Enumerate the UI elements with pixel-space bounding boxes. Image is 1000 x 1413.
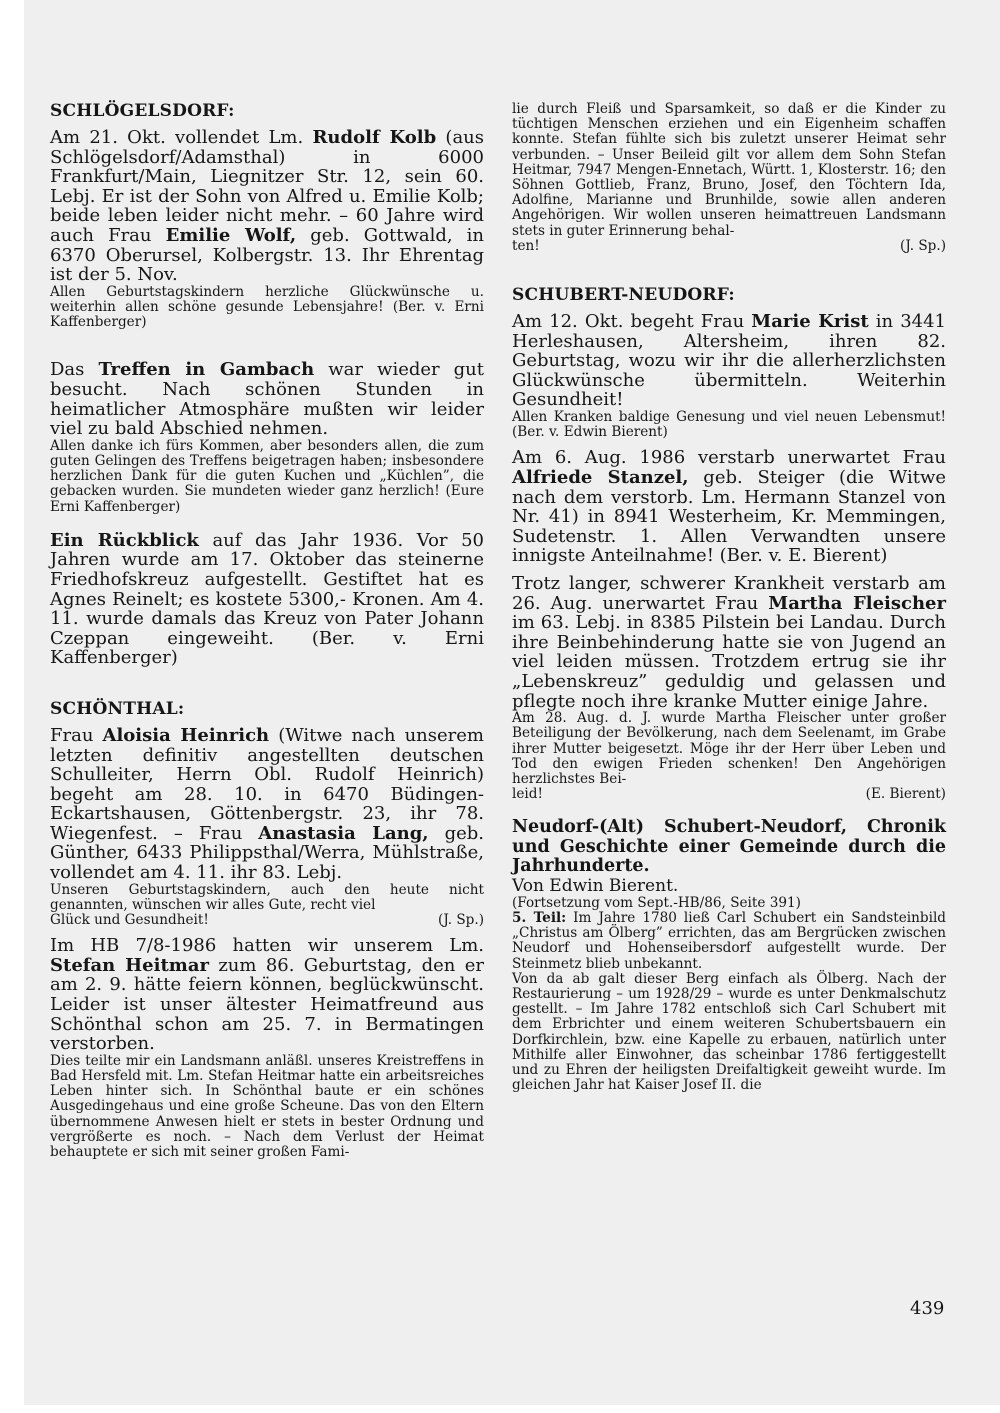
section-schoenthal [50, 698, 484, 1160]
paragraph: Trotz langer, schwerer Krankheit verstarb am 26. Aug. unerwartet Frau Martha Fleischer im 63. Lebj. in 8385 Pilstein bei Landau. Durch ihre Beinbehinderung hatte sie von Jugend an viel leiden müssen. Trotzdem ertrug sie ihr „Lebenskreuz” geduldig und gelassen und pflegte noch ihre kranke Mutter einige Jahre. [512, 572, 946, 712]
paragraph: Ein Rückblick auf das Jahr 1936. Vor 50 Jahren wurde am 17. Oktober das steinerne Friedhofskreuz aufgestellt. Gestiftet hat es Agnes Reinelt; es kostete 5300,- Kronen. Am 4. 11. wurde damals das Kreuz von Pater Johann Czeppan eingeweiht. (Ber. v. Erni Kaffenberger) [50, 529, 484, 669]
event-name: Treffen in Gambach [98, 359, 315, 381]
person-name: Rudolf Kolb [312, 127, 437, 148]
paragraph-small: Dies teilte mir ein Landsmann anläßl. unseres Kreistreffens in Bad Hersfeld mit. Lm. Stefan Heitmar hatte ein arbeitsreiches Leben hinter sich. In Schönthal baute er ein schönes Ausgedingehaus und eine große Scheune. Das von den Eltern übernommene Anwesen hielt er stets in bester Ordnung und vergrößerte es noch. – Nach dem Verlust der Heimat behauptete er sich mit seiner großen Fami- [50, 1052, 484, 1161]
paragraph-small: Von da ab galt dieser Berg einfach als Ölberg. Nach der Restaurierung – um 1928/29 – wurde es unter Denkmalschutz gestellt. – Im Jahre 1782 entschloß sich Carl Schubert mit dem Erbrichter und einem weiteren Schubertsbauern ein Dorfkirchlein, bzw. eine Kapelle zu erbauen, natürlich unter Mithilfe aller Einwohner, das scheinbar 1786 fertiggestellt und zu Ehren der heiligsten Dreifaltigkeit geweiht wurde. Im gleichen Jahr hat Kaiser Josef II. die [512, 970, 946, 1094]
author-signature: (E. Bierent) [865, 786, 946, 803]
person-name: Marie Krist [751, 311, 869, 333]
person-name: Emilie Wolf, [165, 224, 297, 246]
author-signature: (J. Sp.) [438, 912, 484, 929]
paragraph: Das Treffen in Gambach war wieder gut besucht. Nach schönen Stunden in heimatlicher Atmosphäre mußten wir leider viel zu bald Abschied nehmen. [50, 359, 485, 440]
paragraph-small: 5. Teil: Im Jahre 1780 ließ Carl Schubert ein Sandsteinbild „Christus am Ölberg” errichten, das am Bergrücken zwischen Neudorf und Hohenseibersdorf aufgestellt wurde. Der Steinmetz blieb unbekannt. [512, 910, 946, 972]
person-name: Stefan Heitmar [50, 954, 209, 976]
section-heitmar-continued [512, 102, 946, 254]
part-label: 5. Teil: [512, 910, 567, 927]
continuation-note: (Fortsetzung vom Sept.-HB/86, Seite 391) [512, 894, 801, 911]
person-name: Aloisia Heinrich [102, 724, 270, 746]
right-column [512, 102, 946, 1093]
section-schloegelsdorf [50, 100, 484, 330]
signed-line: ten! (J. Sp.) [512, 237, 946, 254]
page-number: 439 [910, 1298, 945, 1319]
section-heading: SCHÖNTHAL: [50, 698, 185, 719]
article-title: Neudorf-(Alt) Schubert-Neudorf, Chronik und Geschichte einer Gemeinde durch die Jahrhunderte. [512, 817, 946, 877]
signed-line: Glück und Gesundheit! (J. Sp.) [50, 912, 484, 929]
section-heading: SCHLÖGELSDORF: [50, 101, 235, 121]
paragraph: Im HB 7/8-1986 hatten wir unserem Lm. Stefan Heitmar zum 86. Geburtstag, den er am 2. 9. hätte feiern können, beglückwünscht. Leider ist unser ältester Heimatfreund aus Schönthal schon am 25. 7. in Bermatingen verstorben. [50, 935, 484, 1055]
section-chronik [512, 818, 946, 1093]
person-name: Alfriede Stanzel, [512, 467, 689, 488]
paragraph-small: lie durch Fleiß und Sparsamkeit, so daß er die Kinder zu tüchtigen Menschen erziehen und ein Eigenheim schaffen konnte. Stefan fühlte sich bis zuletzt unserer Heimat sehr verbunden. – Unser Beileid gilt vor allem dem Sohn Stefan Heitmar, 7947 Mengen-Ennetach, Württ. 1, Klosterstr. 16; den Söhnen Gottlieb, Franz, Bruno, Josef, den Töchtern Ida, Adolfine, Marianne und Brunhilde, sowie allen anderen Angehörigen. Wir wollen unseren heimattreuen Landsmann stets in guter Erinnerung behal- [512, 101, 946, 239]
left-column [50, 100, 484, 1160]
paragraph-small: Allen danke ich fürs Kommen, aber besonders allen, die zum guten Gelingen des Treffens beigetragen haben; insbesondere herzlichen Dank für die guten Kuchen und „Küchlen”, die gebacken wurden. Sie mundeten wieder ganz herzlich! (Eure Erni Kaffenberger) [50, 437, 484, 515]
paragraph-small: Allen Geburtstagskindern herzliche Glückwünsche u. weiterhin allen schöne gesunde Lebensjahre! (Ber. v. Erni Kaffenberger) [50, 283, 484, 331]
section-rueckblick [50, 531, 484, 668]
paragraph-small: Allen Kranken baldige Genesung und viel neuen Lebensmut! (Ber. v. Edwin Bierent) [512, 409, 946, 441]
paragraph-small: Unseren Geburtstagskindern, auch den heute nicht genannten, wünschen wir alles Gute, recht viel [50, 881, 484, 913]
paragraph: Frau Aloisia Heinrich (Witwe nach unserem letzten definitiv angestellten deutschen Schulleiter, Herrn Obl. Rudolf Heinrich) begeht am 28. 10. in 6470 Büdingen-Eckartshausen, Göttenbergstr. 23, ihr 78. Wiegenfest. – Frau Anastasia Lang, geb. Günther, 6433 Philippsthal/Werra, Mühlstraße, vollendet am 4. 11. ihr 83. Lebj. [50, 724, 484, 884]
paragraph: Am 21. Okt. vollendet Lm. Rudolf Kolb (aus Schlögelsdorf/Adamsthal) in 6000 Frankfurt/Main, Liegnitzer Str. 12, sein 60. Lebj. Er ist der Sohn von Alfred u. Emilie Kolb; beide leben leider nicht mehr. – 60 Jahre wird auch Frau Emilie Wolf, geb. Gottwald, in 6370 Oberursel, Kolbergstr. 13. Ihr Ehrentag ist der 5. Nov. [50, 127, 485, 286]
author-signature: (J. Sp.) [900, 237, 946, 254]
section-schubert-neudorf [512, 284, 946, 802]
signed-line: leid! (E. Bierent) [512, 786, 946, 803]
section-gambach [50, 360, 484, 514]
person-name: Martha Fleischer [768, 592, 946, 614]
paragraph: Am 12. Okt. begeht Frau Marie Krist in 3441 Herleshausen, Altersheim, ihren 82. Geburtstag, wozu wir ihr die allerherzlichsten Glückwünsche übermitteln. Weiterhin Gesundheit! [512, 311, 947, 411]
byline: Von Edwin Bierent. [512, 875, 679, 896]
person-name: Anastasia Lang, [258, 822, 429, 844]
lead-in: Ein Rückblick [50, 529, 199, 551]
paragraph: Am 6. Aug. 1986 verstarb unerwartet Frau Alfriede Stanzel, geb. Steiger (die Witwe nach dem verstorb. Lm. Hermann Stanzel von Nr. 41) in 8941 Westerheim, Kr. Memmingen, Sudetenstr. 1. Allen Verwandten unsere innigste Anteilnahme! (Ber. v. E. Bierent) [512, 447, 947, 567]
paragraph-small: Am 28. Aug. d. J. wurde Martha Fleischer unter großer Beteiligung der Bevölkerung, nach dem Seelenamt, im Grabe ihrer Mutter beigesetzt. Möge ihr der Herr über Leben und Tod den ewigen Frieden schenken! Den Angehörigen herzlichstes Bei- [512, 710, 946, 787]
section-heading: SCHUBERT-NEUDORF: [512, 285, 735, 306]
